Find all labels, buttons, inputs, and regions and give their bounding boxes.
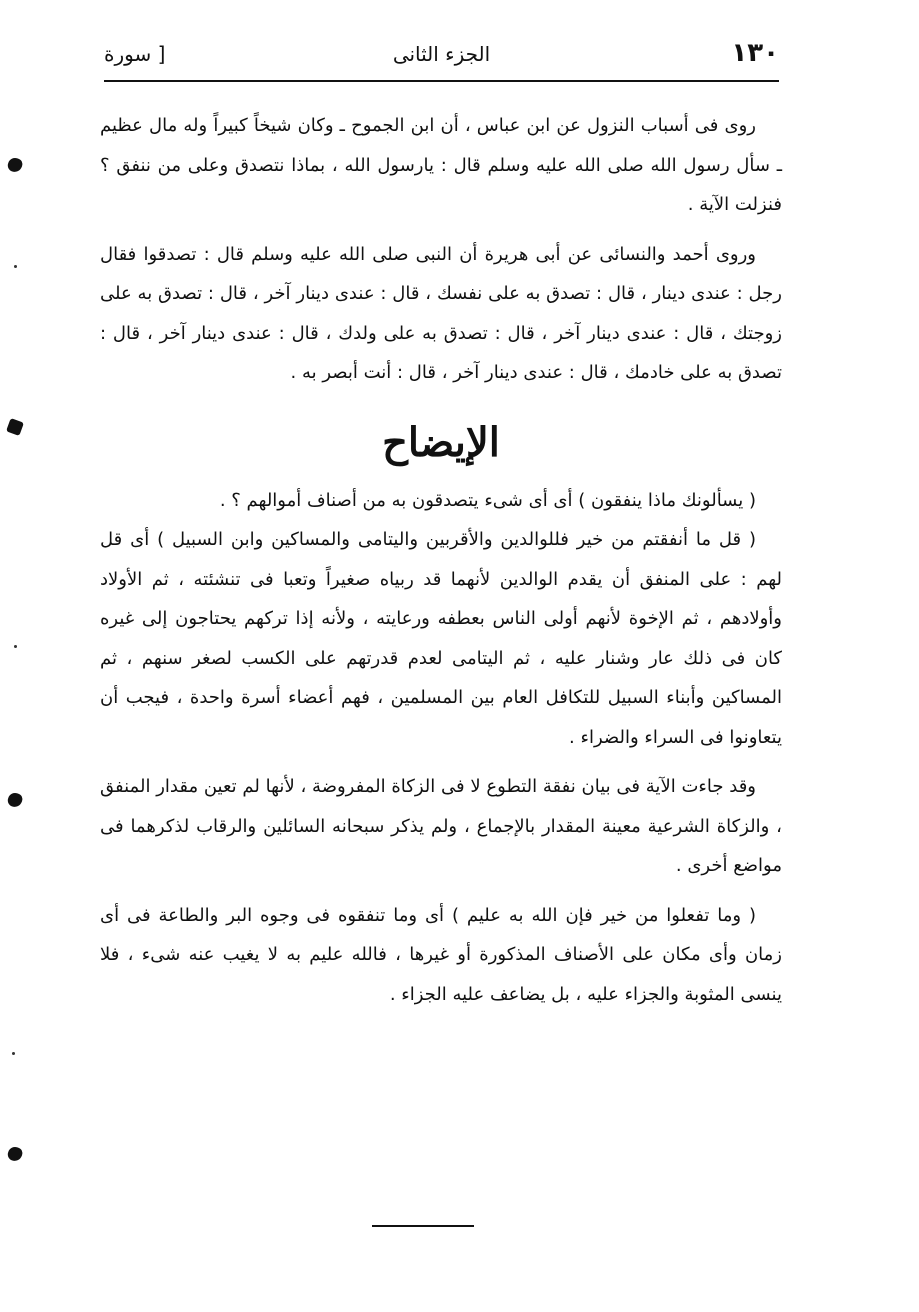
section-title: الإيضاح (382, 418, 500, 466)
page-number: ١٣٠ (731, 38, 779, 68)
ink-blot-mark (6, 418, 24, 436)
part-title: الجزء الثانى (392, 42, 491, 66)
page-body (100, 106, 782, 1014)
ink-blot-mark (6, 1145, 24, 1163)
header-rule (104, 80, 779, 82)
speck-mark (12, 1052, 15, 1055)
paragraph-question: ( يسألونك ماذا ينفقون ) أى أى شىء يتصدقون به من أصناف أموالهم ؟ . (219, 489, 756, 511)
ink-blot-mark (6, 791, 24, 809)
speck-mark (14, 645, 17, 648)
ink-blot-mark (6, 156, 24, 174)
paragraph-voluntary: وقد جاءت الآية فى بيان نفقة التطوع لا فى الزكاة المفروضة ، لأنها لم تعين مقدار المنفق ، والزكاة الشرعية معينة المقدار بالإجماع ، ولم يذكر سبحانه السائلين والرقاب لذكرهما فى مواضع أخرى . (100, 776, 782, 876)
page-header (104, 36, 779, 82)
paragraph-reward: ( وما تفعلوا من خير فإن الله به عليم ) أى وما تنفقوه فى وجوه البر والطاعة فى أى زمان وأى مكان على الأصناف المذكورة أو غيرها ، فالله عليم به لا يغيب عنه شىء ، فلا ينسى المثوبة والجزاء عليه ، بل يضاعف عليه الجزاء . (100, 904, 782, 1005)
paragraph-explanation: ( قل ما أنفقتم من خير فللوالدين والأقربين واليتامى والمساكين وابن السبيل ) أى قل لهم : على المنفق أن يقدم الوالدين لأنهما قد ربياه صغيراً وتعبا فى تنشئته ، ثم الأولاد وأولادهم ، ثم الإخوة لأنهم أولى الناس بعطفه ورعايته ، ولأنه إذا تركهم يحتاجون إلى غيره كان فى ذلك عار وشنار عليه ، ثم اليتامى لعدم قدرتهم على الكسب لصغر سنهم ، ثم المساكين وأبناء السبيل للتكافل العام بين المسلمين ، فهم أعضاء أسرة واحدة ، فيجب أن يتعاونوا فى السراء والضراء . (100, 529, 782, 748)
footer-rule (372, 1225, 474, 1227)
paragraph-hadith: وروى أحمد والنسائى عن أبى هريرة أن النبى صلى الله عليه وسلم قال : تصدقوا فقال رجل : عندى دينار ، قال : تصدق به على نفسك ، قال : عندى دينار آخر ، قال : تصدق به على زوجتك ، قال : عندى دينار آخر ، قال : تصدق به على ولدك ، قال : عندى دينار آخر ، قال : تصدق به على خادمك ، قال : عندى دينار آخر ، قال : أنت أبصر به . (100, 243, 782, 383)
surah-label: [ سورة (104, 42, 166, 66)
speck-mark (14, 265, 17, 268)
paragraph-asbab: روى فى أسباب النزول عن ابن عباس ، أن ابن الجموح ـ وكان شيخاً كبيراً وله مال عظيم ـ سأل رسول الله صلى الله عليه وسلم قال : يارسول الله ، بماذا نتصدق وعلى من ننفق ؟ فنزلت الآية . (100, 115, 782, 215)
